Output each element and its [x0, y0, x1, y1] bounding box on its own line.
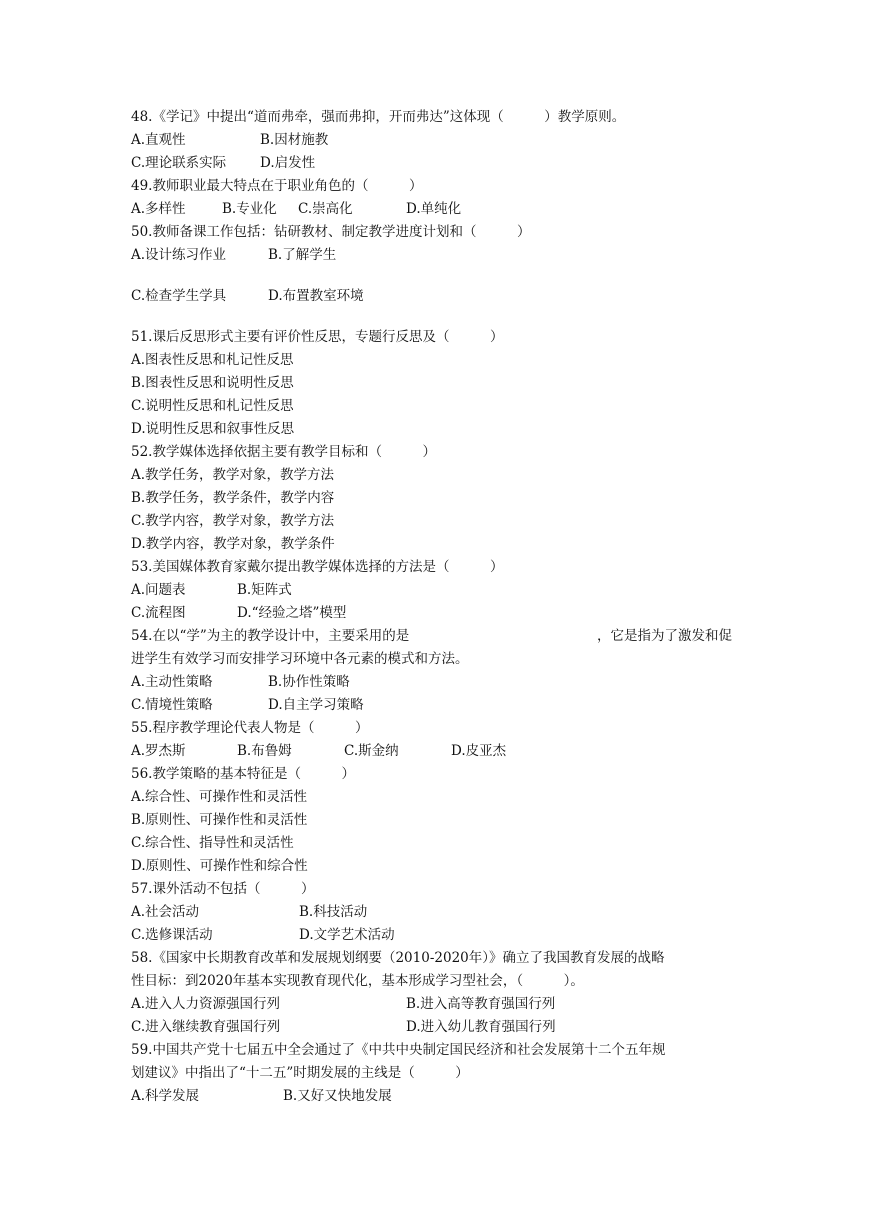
question-51-stem — [131, 328, 504, 346]
question-54-stem-text-end: ，它是指为了激发和促 — [597, 628, 732, 644]
question-49-option-b: B.专业化 — [222, 201, 277, 217]
question-54-option-b: B.协作性策略 — [268, 674, 350, 690]
question-56-option-a: A.综合性、可操作性和灵活性 — [131, 789, 308, 805]
question-55-option-a: A.罗杰斯 — [131, 743, 186, 759]
question-51-option-c-row — [131, 397, 294, 415]
question-55-option-d: D.皮亚杰 — [451, 743, 507, 759]
question-57-option-d: D.文学艺术活动 — [299, 927, 395, 943]
question-57-option-c: C.选修课活动 — [131, 927, 213, 943]
question-52-option-d: D.教学内容，教学对象，教学条件 — [131, 536, 335, 552]
question-58-stem-text: 58.《国家中长期教育改革和发展规划纲要（2010-2020年）》确立了我国教育发展的战略 — [131, 950, 665, 966]
question-58-stem-line-2 — [131, 972, 584, 990]
question-55-stem — [131, 719, 369, 737]
question-55-stem-text: 55.程序教学理论代表人物是（ ） — [131, 720, 369, 736]
question-53-options-row-1 — [131, 581, 292, 599]
question-48-option-c: C.理论联系实际 — [131, 155, 227, 171]
question-52-stem-text: 52.教学媒体选择依据主要有教学目标和（ ） — [131, 444, 436, 460]
question-55-option-b: B.布鲁姆 — [237, 743, 292, 759]
question-51-option-b-row — [131, 374, 294, 392]
question-58-stem-text-continued: 性目标：到2020年基本实现教育现代化，基本形成学习型社会，（ ）。 — [131, 973, 584, 989]
question-58-option-c: C.进入继续教育强国行列 — [131, 1019, 281, 1035]
question-58-options-row-1 — [131, 995, 556, 1013]
question-57-options-row-1 — [131, 903, 368, 921]
question-48-options-row-2 — [131, 154, 316, 172]
question-53-option-a: A.问题表 — [131, 582, 186, 598]
question-56-option-c: C.综合性、指导性和灵活性 — [131, 835, 294, 851]
question-49-option-d: D.单纯化 — [406, 201, 462, 217]
question-57-stem-text: 57.课外活动不包括（ ） — [131, 881, 315, 897]
question-56-option-c-row — [131, 834, 294, 852]
question-54-options-row-2 — [131, 696, 364, 714]
question-49-option-a: A.多样性 — [131, 201, 186, 217]
question-59-stem-line-2 — [131, 1064, 469, 1082]
question-54-option-d: D.自主学习策略 — [268, 697, 364, 713]
question-59-stem-text: 59.中国共产党十七届五中全会通过了《中共中央制定国民经济和社会发展第十二个五年规 — [131, 1042, 666, 1058]
question-53-options-row-2 — [131, 604, 347, 622]
question-52-option-a-row — [131, 466, 335, 484]
question-50-options-row-1 — [131, 246, 337, 264]
question-55-option-c: C.斯金纳 — [344, 743, 399, 759]
question-52-option-c: C.教学内容，教学对象，教学方法 — [131, 513, 335, 529]
question-58-option-a: A.进入人力资源强国行列 — [131, 996, 281, 1012]
question-50-option-a: A.设计练习作业 — [131, 247, 227, 263]
question-51-option-b: B.图表性反思和说明性反思 — [131, 375, 294, 391]
question-52-option-b-row — [131, 489, 335, 507]
question-55-options-row — [131, 742, 507, 760]
question-50-option-b: B.了解学生 — [268, 247, 337, 263]
question-51-option-d: D.说明性反思和叙事性反思 — [131, 421, 295, 437]
question-54-stem-line-1 — [131, 627, 732, 645]
question-58-stem-line-1 — [131, 949, 665, 967]
question-49-stem-text: 49.教师职业最大特点在于职业角色的（ ） — [131, 178, 423, 194]
question-52-option-d-row — [131, 535, 335, 553]
question-54-option-a: A.主动性策略 — [131, 674, 213, 690]
question-48-option-b: B.因材施教 — [260, 132, 329, 148]
question-53-stem — [131, 558, 504, 576]
question-51-stem-text: 51.课后反思形式主要有评价性反思，专题行反思及（ ） — [131, 329, 504, 345]
question-56-stem-text: 56.教学策略的基本特征是（ ） — [131, 766, 355, 782]
question-58-options-row-2 — [131, 1018, 556, 1036]
question-48-stem-text: 48.《学记》中提出“道而弗牵，强而弗抑，开而弗达”这体现（ ）教学原则。 — [131, 109, 626, 125]
question-56-stem — [131, 765, 355, 783]
question-48-option-a: A.直观性 — [131, 132, 186, 148]
question-50-option-c: C.检查学生学具 — [131, 288, 227, 304]
question-51-option-a-row — [131, 351, 294, 369]
question-52-stem — [131, 443, 436, 461]
question-56-option-d-row — [131, 857, 308, 875]
question-50-options-row-2 — [131, 287, 364, 305]
question-54-stem-text-continued: 进学生有效学习而安排学习环境中各元素的模式和方法。 — [131, 651, 469, 667]
question-54-stem-text-start: 54.在以“学”为主的教学设计中，主要采用的是 — [131, 628, 410, 644]
question-57-option-b: B.科技活动 — [299, 904, 368, 920]
question-58-option-b: B.进入高等教育强国行列 — [406, 996, 556, 1012]
question-51-option-a: A.图表性反思和札记性反思 — [131, 352, 294, 368]
question-54-stem-line-2 — [131, 650, 469, 668]
question-50-stem — [131, 223, 531, 241]
question-57-options-row-2 — [131, 926, 395, 944]
question-51-option-d-row — [131, 420, 295, 438]
question-51-option-c: C.说明性反思和札记性反思 — [131, 398, 294, 414]
question-58-option-d: D.进入幼儿教育强国行列 — [406, 1019, 556, 1035]
question-53-option-b: B.矩阵式 — [237, 582, 292, 598]
question-49-options-row — [131, 200, 462, 218]
question-49-stem — [131, 177, 423, 195]
question-59-stem-line-1 — [131, 1041, 666, 1059]
question-54-option-c: C.情境性策略 — [131, 697, 213, 713]
question-57-option-a: A.社会活动 — [131, 904, 200, 920]
question-52-option-a: A.教学任务，教学对象，教学方法 — [131, 467, 335, 483]
question-48-option-d: D.启发性 — [260, 155, 316, 171]
question-57-stem — [131, 880, 315, 898]
question-50-option-d: D.布置教室环境 — [268, 288, 364, 304]
question-53-option-c: C.流程图 — [131, 605, 186, 621]
question-52-option-b: B.教学任务，教学条件，教学内容 — [131, 490, 335, 506]
question-53-option-d: D.“经验之塔”模型 — [237, 605, 347, 621]
question-59-options-row-1 — [131, 1087, 392, 1105]
question-50-stem-text: 50.教师备课工作包括：钻研教材、制定教学进度计划和（ ） — [131, 224, 531, 240]
question-56-option-d: D.原则性、可操作性和综合性 — [131, 858, 308, 874]
question-48-stem — [131, 108, 626, 126]
question-56-option-b: B.原则性、可操作性和灵活性 — [131, 812, 308, 828]
question-48-options-row-1 — [131, 131, 329, 149]
question-59-option-a: A.科学发展 — [131, 1088, 200, 1104]
question-59-option-b: B.又好又快地发展 — [283, 1088, 392, 1104]
question-53-stem-text: 53.美国媒体教育家戴尔提出教学媒体选择的方法是（ ） — [131, 559, 504, 575]
question-56-option-b-row — [131, 811, 308, 829]
question-59-stem-text-continued: 划建议》中指出了“十二五”时期发展的主线是（ ） — [131, 1065, 469, 1081]
question-49-option-c: C.崇高化 — [298, 201, 353, 217]
question-54-options-row-1 — [131, 673, 350, 691]
question-56-option-a-row — [131, 788, 308, 806]
question-52-option-c-row — [131, 512, 335, 530]
